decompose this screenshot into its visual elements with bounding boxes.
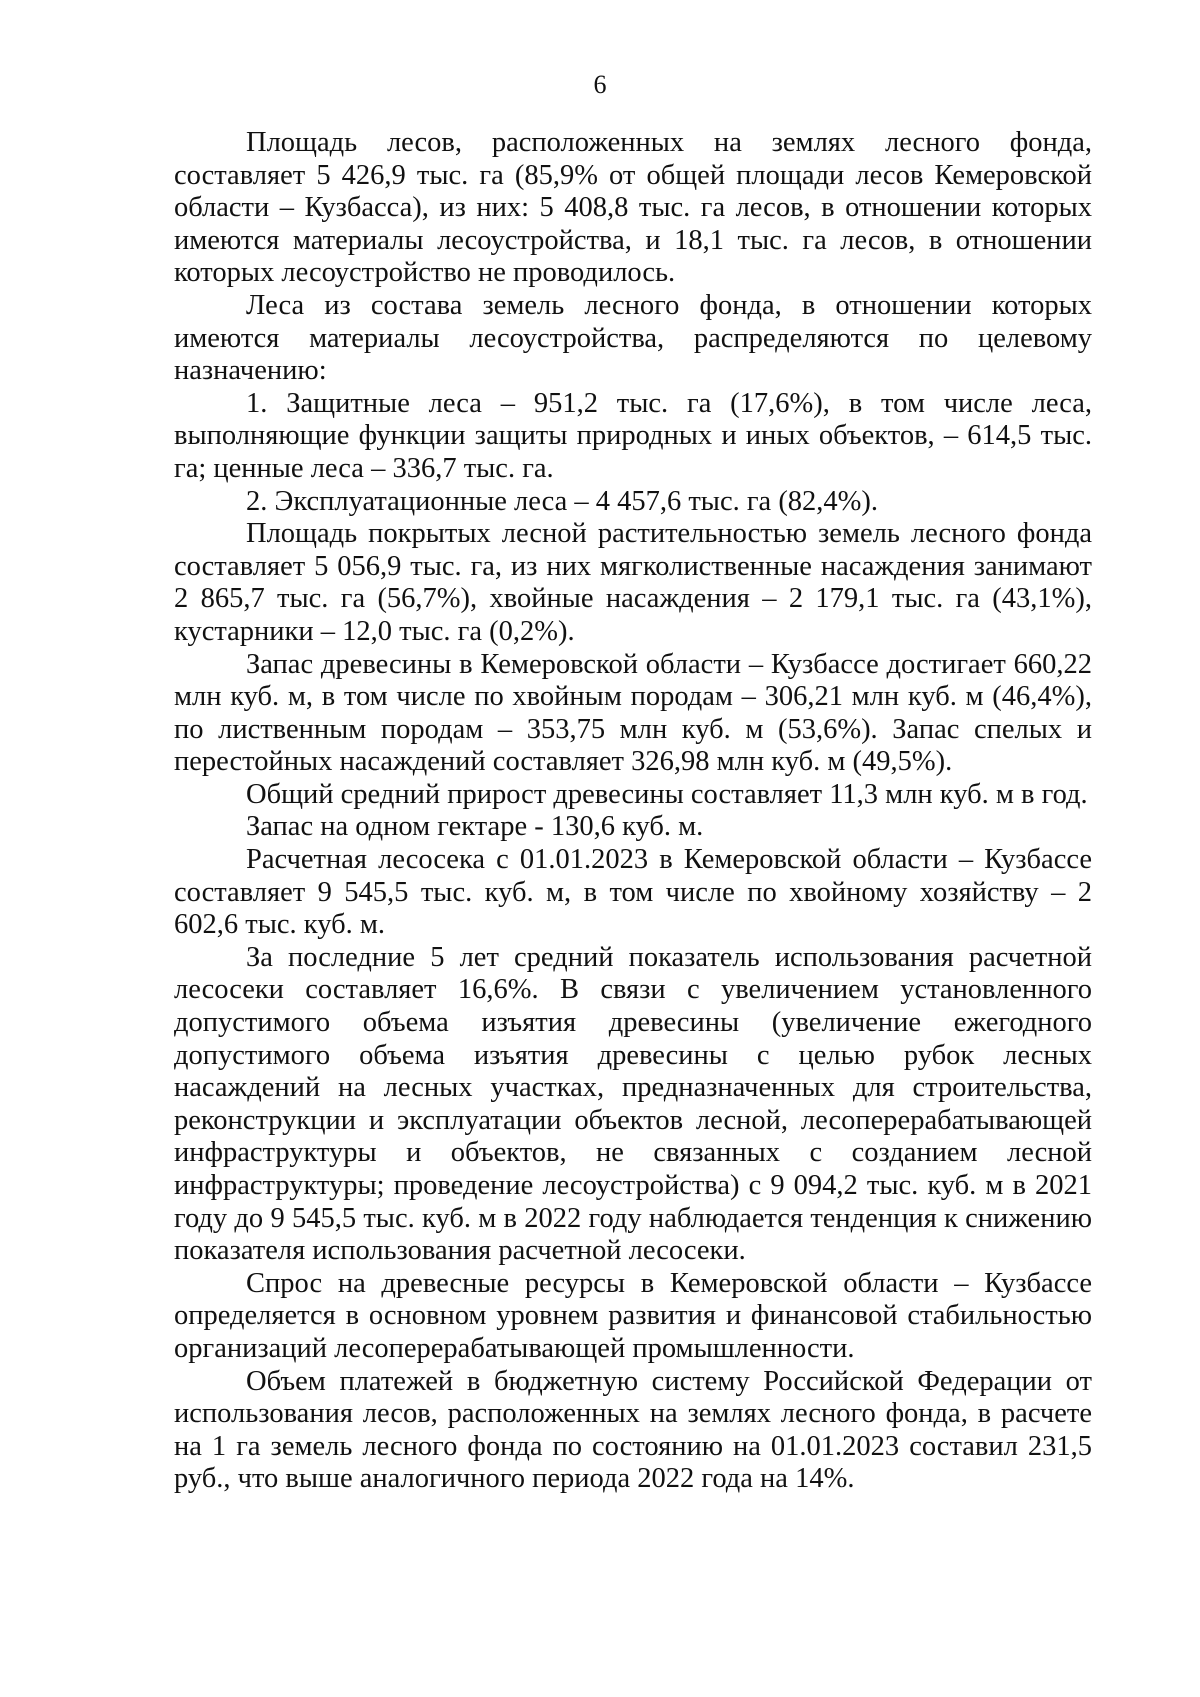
- paragraph-covered-area: Площадь покрытых лесной растительностью земель лесного фонда составляет 5 056,9 тыс. га, из них мягколиственные насаждения занимают 2 865,7 тыс. га (56,7%), хвойные насаждения – 2 179,1 тыс. га (43,1%), кустарники – 12,0 тыс. га (0,2%).: [174, 518, 1092, 647]
- paragraph-demand: Спрос на древесные ресурсы в Кемеровской области – Кузбассе определяется в основном уровнем развития и финансовой стабильностью организаций лесоперерабатывающей промышленности.: [174, 1267, 1092, 1364]
- paragraph-timber-stock: Запас древесины в Кемеровской области – Кузбассе достигает 660,22 млн куб. м, в том числе по хвойным породам – 306,21 млн куб. м (46,4%), по лиственным породам – 353,75 млн куб. м (53,6%). Запас спелых и перестойных насаждений составляет 326,98 млн куб. м (49,5%).: [174, 648, 1092, 778]
- paragraph-allowable-cut: Расчетная лесосека с 01.01.2023 в Кемеровской области – Кузбассе составляет 9 545,5 тыс. куб. м, в том числе по хвойному хозяйству – 2 602,6 тыс. куб. м.: [174, 844, 1092, 941]
- paragraph-forest-area: Площадь лесов, расположенных на землях лесного фонда, составляет 5 426,9 тыс. га (85,9% от общей площади лесов Кемеровской области – Кузбасса), из них: 5 408,8 тыс. га лесов, в отношении которых имеются материалы лесоустройства, и 18,1 тыс. га лесов, в отношении которых лесоустройство не проводилось.: [174, 127, 1092, 289]
- page-number: 6: [593, 70, 607, 99]
- paragraph-payments: Объем платежей в бюджетную систему Российской Федерации от использования лесов, расположенных на землях лесного фонда, в расчете на 1 га земель лесного фонда по состоянию на 01.01.2023 составил 231,5 руб., что выше аналогичного периода 2022 года на 14%.: [174, 1365, 1092, 1495]
- list-item-protective-forests: 1. Защитные леса – 951,2 тыс. га (17,6%), в том числе леса, выполняющие функции защиты природных и иных объектов, – 614,5 тыс. га; ценные леса – 336,7 тыс. га.: [174, 387, 1092, 484]
- paragraph-stock-per-hectare: Запас на одном гектаре - 130,6 куб. м.: [246, 811, 704, 843]
- list-item-operational-forests: 2. Эксплуатационные леса – 4 457,6 тыс. га (82,4%).: [246, 485, 879, 517]
- paragraph-cut-usage: За последние 5 лет средний показатель использования расчетной лесосеки составляет 16,6%. В связи с увеличением установленного допустимого объема изъятия древесины (увеличение ежегодного допустимого объема изъятия древесины с целью рубок лесных насаждений на лесных участках, предназначенных для строительства, реконструкции и эксплуатации объектов лесной, лесоперерабатывающей инфраструктуры и объектов, не связанных с созданием лесной инфраструктуры; проведение лесоустройства) с 9 094,2 тыс. куб. м в 2021 году до 9 545,5 тыс. куб. м в 2022 году наблюдается тенденция к снижению показателя использования расчетной лесосеки.: [174, 941, 1092, 1267]
- document-body: [174, 127, 1092, 1496]
- paragraph-average-growth: Общий средний прирост древесины составляет 11,3 млн куб. м в год.: [246, 778, 1088, 810]
- paragraph-forest-purpose: Леса из состава земель лесного фонда, в отношении которых имеются материалы лесоустройства, распределяются по целевому назначению:: [174, 289, 1092, 387]
